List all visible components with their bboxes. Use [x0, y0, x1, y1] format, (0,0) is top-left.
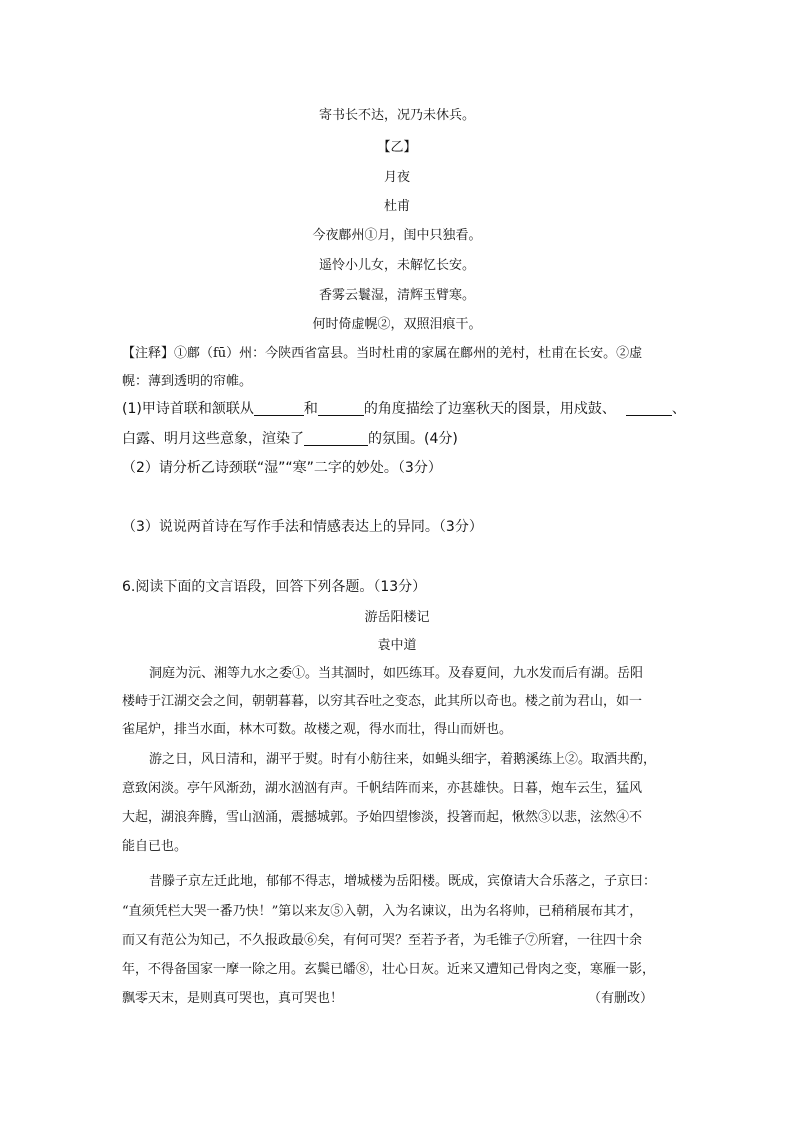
answer-blank[interactable]: [304, 431, 368, 446]
answer-blank[interactable]: [318, 401, 364, 416]
source-note: （有删改）: [588, 991, 654, 1006]
essay-line: 楼峙于江湖交会之间，朝朝暮暮，以穷其吞吐之变态，此其所以奇也。楼之前为君山，如一: [122, 694, 643, 709]
question-text: 、: [671, 401, 686, 417]
question-text: (1)甲诗首联和颔联从: [122, 401, 254, 417]
essay-line: 雀尾炉，排当水面，林木可数。故楼之观，得水而壮，得山而妍也。: [122, 722, 513, 737]
essay-title: 游岳阳楼记: [364, 610, 430, 625]
essay-line: 昔滕子京左迁此地，郁郁不得志，增城楼为岳阳楼。既成，宾僚请大合乐落之，子京曰：: [149, 874, 657, 889]
essay-line: 飘零天末，是则真可哭也，真可哭也！: [122, 991, 344, 1006]
answer-blank[interactable]: [626, 401, 672, 416]
question-text: 的氛围。(4分): [368, 431, 458, 447]
essay-line: 大起，湖浪奔腾，雪山汹涌，震撼城郭。予始四望惨淡，投箸而起，愀然③以悲，泫然④不: [122, 810, 643, 825]
poem-yi-label: 【乙】: [377, 140, 417, 155]
question-1-line-1: [122, 398, 686, 418]
poem-yi-title: 月夜: [383, 170, 410, 185]
essay-line: 意致闲淡。亭午风渐劲，湖水汹汹有声。千帆结阵而来，亦甚雄快。日暮，炮车云生，猛风: [122, 781, 643, 796]
essay-line: 游之日，风日清和，湖平于熨。时有小舫往来，如蝇头细字，着鹅溪练上②。取酒共酌，: [149, 752, 657, 767]
essay-line: 而又有范公为知己，不久报政最⑥矣，有何可哭？至若予者，为毛锥子⑦所窘，一往四十余: [122, 933, 643, 948]
poem-line: 遥怜小儿女，未解忆长安。: [318, 258, 475, 273]
annotation-line: 【注释】①鄜（fū）州：今陕西省富县。当时杜甫的家属在鄜州的羌村，杜甫在长安。②虚: [122, 346, 643, 361]
question-text: 白露、明月这些意象，渲染了: [122, 431, 304, 447]
question-2: （2）请分析乙诗颈联“湿”“寒”二字的妙处。（3分）: [122, 460, 442, 476]
answer-blank[interactable]: [254, 401, 304, 416]
annotation-line: 幌：薄到透明的帘帷。: [122, 374, 253, 389]
poem-line: 何时倚虚幌②，双照泪痕干。: [312, 317, 482, 332]
question-1-line-2: [122, 428, 458, 448]
essay-author: 袁中道: [377, 638, 417, 653]
poem-line: 今夜鄜州①月，闺中只独看。: [312, 228, 482, 243]
essay-line: 能自已也。: [122, 839, 188, 854]
question-3: （3）说说两首诗在写作手法和情感表达上的异同。（3分）: [122, 519, 483, 535]
poem-yi-author: 杜甫: [383, 199, 410, 214]
section-6-heading: 6.阅读下面的文言语段，回答下列各题。（13分）: [122, 579, 427, 595]
poem-jia-last-line: 寄书长不达，况乃未休兵。: [318, 108, 475, 123]
poem-line: 香雾云鬟湿，清辉玉臂寒。: [318, 288, 475, 303]
essay-line: “直须凭栏大哭一番乃快！”第以来友⑤入朝，入为名谏议，出为名将帅，已稍稍展布其才，: [122, 904, 643, 919]
question-text: 的角度描绘了边塞秋天的图景，用戍鼓、: [363, 401, 616, 417]
essay-line: 年，不得备国家一摩一除之用。玄鬓已皤⑧，壮心日灰。近来又遭知己骨肉之变，寒雁一影，: [122, 962, 656, 977]
essay-line: 洞庭为沅、湘等九水之委①。当其涸时，如匹练耳。及春夏间，九水发而后有湖。岳阳: [149, 666, 644, 681]
question-text: 和: [303, 401, 318, 417]
